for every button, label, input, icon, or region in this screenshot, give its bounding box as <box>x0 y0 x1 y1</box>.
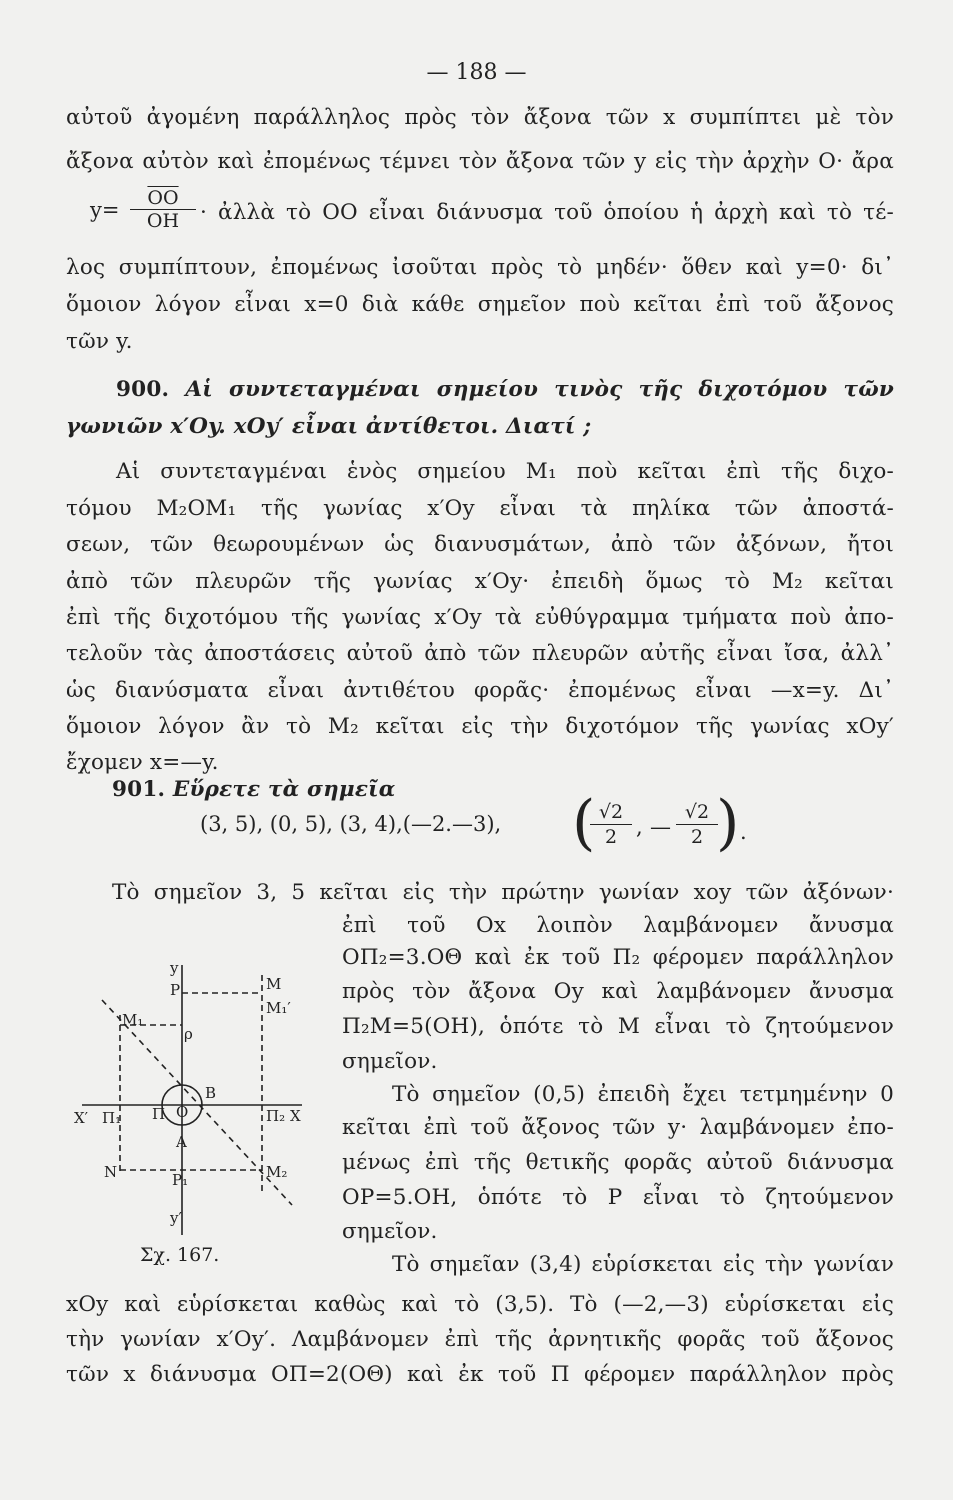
label: X′ <box>74 1109 89 1127</box>
text-line: Τὸ σημεῖον 3, 5 κεῖται εἰς τὴν πρώτην γωνίαν xoy τῶν ἀξόνων· <box>112 880 894 905</box>
label: N <box>104 1163 118 1181</box>
text-line: λος συμπίπτουν, ἐπομένως ἰσοῦται πρὸς τὸ μηδέν· ὅθεν καὶ y=0· δι᾿ <box>66 255 894 280</box>
formula-lhs: y= <box>90 198 120 222</box>
text-line: ἄξονα αὐτὸν καὶ ἐπομένως τέμνει τὸν ἄξονα τῶν y εἰς τὴν ἀρχὴν O· ἄρα <box>66 149 894 174</box>
section-900-title-line2: γωνιῶν x′Oy. xOy′ εἶναι ἀντίθετοι. Διατί ; <box>66 414 592 439</box>
text-line: ἐπὶ τῆς διχοτόμου τῆς γωνίας x′Oy τὰ εὐθύγραμμα τμήματα ποὺ ἀπο- <box>66 605 894 630</box>
label: P₁ <box>172 1171 189 1189</box>
sqrt-fraction-1 <box>590 800 632 849</box>
text-line: σεων, τῶν θεωρουμένων ὡς διανυσμάτων, ἀπὸ τῶν ἀξόνων, ἤτοι <box>66 532 894 557</box>
text-line: Τὸ σημεῖον (0,5) ἐπειδὴ ἔχει τετμημένην 0 <box>392 1082 894 1107</box>
text-line: ὅμοιον λόγον εἶναι x=0 διὰ κάθε σημεῖον ποὺ κεῖται ἐπὶ τοῦ ἄξονος <box>66 292 894 317</box>
label: P <box>170 981 181 999</box>
label: X <box>290 1107 301 1125</box>
sqrt-den: 2 <box>690 826 704 848</box>
section-900-title: Αἱ συντεταγμέναι σημείου τινὸς τῆς διχοτόμου τῶν <box>185 377 894 402</box>
text-line: Π₂M=5(OH), ὁπότε τὸ M εἶναι τὸ ζητούμενον <box>342 1014 894 1039</box>
text-line: αὐτοῦ ἀγομένη παράλληλος πρὸς τὸν ἄξονα τῶν x συμπίπτει μὲ τὸν <box>66 105 894 130</box>
sqrt-num: √2 <box>590 800 632 825</box>
points-list: (3, 5), (0, 5), (3, 4),(—2.—3), <box>200 812 502 836</box>
left-paren: ( <box>572 788 596 858</box>
fraction-denominator: OH <box>146 210 180 232</box>
text-line: ὡς διανύσματα εἶναι ἀντιθέτου φορᾶς· ἐπομένως εἶναι —x=y. Δι᾿ <box>66 678 894 703</box>
text-line: πρὸς τὸν ἄξονα Oy καὶ λαμβάνομεν ἄνυσμα <box>342 979 894 1004</box>
section-901-number: 901. <box>112 777 166 802</box>
coordinate-figure <box>72 955 312 1245</box>
text-line: ἐπὶ τοῦ Ox λοιπὸν λαμβάνομεν ἄνυσμα <box>342 913 894 938</box>
label: y <box>170 959 179 977</box>
label: A <box>176 1133 187 1151</box>
text-line: Αἱ συντεταγμέναι ἑνὸς σημείου M₁ ποὺ κεῖται ἐπὶ τῆς διχο- <box>116 459 894 484</box>
label: M₁′ <box>266 999 291 1017</box>
text-line: τὴν γωνίαν x′Oy′. Λαμβάνομεν ἐπὶ τῆς ἀρνητικῆς φορᾶς τοῦ ἄξονος <box>66 1327 894 1352</box>
text-line: σημεῖον. <box>342 1049 438 1074</box>
fraction-numerator: $\overline{OO}$ <box>147 187 179 209</box>
minus-sign: — <box>650 815 671 839</box>
comma: , <box>636 815 643 839</box>
text-line: τελοῦν τὰς ἀποστάσεις αὐτοῦ ἀπὸ τῶν πλευρῶν αὐτῆς εἶναι ἴσα, ἀλλ᾿ <box>66 641 894 666</box>
section-900-number: 900. <box>116 377 170 402</box>
figure-caption: Σχ. 167. <box>140 1244 220 1266</box>
label: Π₁ <box>102 1109 122 1127</box>
text-line: τόμου M₂OM₁ τῆς γωνίας x′Oy εἶναι τὰ πηλίκα τῶν ἀποστά- <box>66 496 894 521</box>
label: M₂ <box>266 1163 288 1181</box>
fraction-oo-oh <box>130 187 196 232</box>
text-line: OP=5.OH, ὁπότε τὸ P εἶναι τὸ ζητούμενον <box>342 1185 894 1210</box>
label: Π₂ <box>266 1107 286 1125</box>
text-line: xOy καὶ εὑρίσκεται καθὼς καὶ τὸ (3,5). Τὸ (—2,—3) εὑρίσκεται εἰς <box>66 1292 894 1317</box>
label: ρ <box>184 1025 193 1043</box>
text-line: κεῖται ἐπὶ τοῦ ἄξονος τῶν y· λαμβάνομεν ἐπο- <box>342 1115 894 1140</box>
sqrt-num: √2 <box>676 800 718 825</box>
section-901-title: Εὕρετε τὰ σημεῖα <box>172 777 396 802</box>
label: Π <box>152 1105 166 1123</box>
right-paren: ) <box>716 788 740 858</box>
text-line: μένως ἐπὶ τῆς θετικῆς φορᾶς αὐτοῦ διάνυσμα <box>342 1150 894 1175</box>
period: . <box>740 820 747 844</box>
text-line: Τὸ σημεῖαν (3,4) εὑρίσκεται εἰς τὴν γωνίαν <box>392 1252 894 1277</box>
section-900-title-line1 <box>116 375 894 405</box>
text-line: · ἀλλὰ τὸ OO εἶναι διάνυσμα τοῦ ὁποίου ἡ ἀρχὴ καὶ τὸ τέ- <box>200 200 894 225</box>
text-line: ἔχομεν x=—y. <box>66 750 219 775</box>
label: M₁ <box>122 1011 144 1029</box>
sqrt-den: 2 <box>604 826 618 848</box>
label: B <box>205 1084 217 1102</box>
section-901-heading <box>112 775 940 805</box>
text-line: ἀπὸ τῶν πλευρῶν τῆς γωνίας x′Oy· ἐπειδὴ ὅμως τὸ M₂ κεῖται <box>66 569 894 594</box>
text-line: τῶν x διάνυσμα OΠ=2(OΘ) καὶ ἐκ τοῦ Π φέρομεν παράλληλον πρὸς <box>66 1362 894 1387</box>
page-number: — 188 — <box>426 60 527 85</box>
text-line: OΠ₂=3.OΘ καὶ ἐκ τοῦ Π₂ φέρομεν παράλληλον <box>342 945 894 970</box>
text-line: τῶν y. <box>66 329 133 354</box>
label: M <box>266 975 282 993</box>
text-line: σημεῖον. <box>342 1219 438 1244</box>
sqrt-fraction-2 <box>676 800 718 849</box>
text-line: ὅμοιον λόγον ἂν τὸ M₂ κεῖται εἰς τὴν διχοτόμον τῆς γωνίας xOy′ <box>66 714 894 739</box>
bisector-line <box>102 1000 292 1205</box>
label: O <box>176 1103 189 1121</box>
label: y′ <box>170 1209 182 1227</box>
